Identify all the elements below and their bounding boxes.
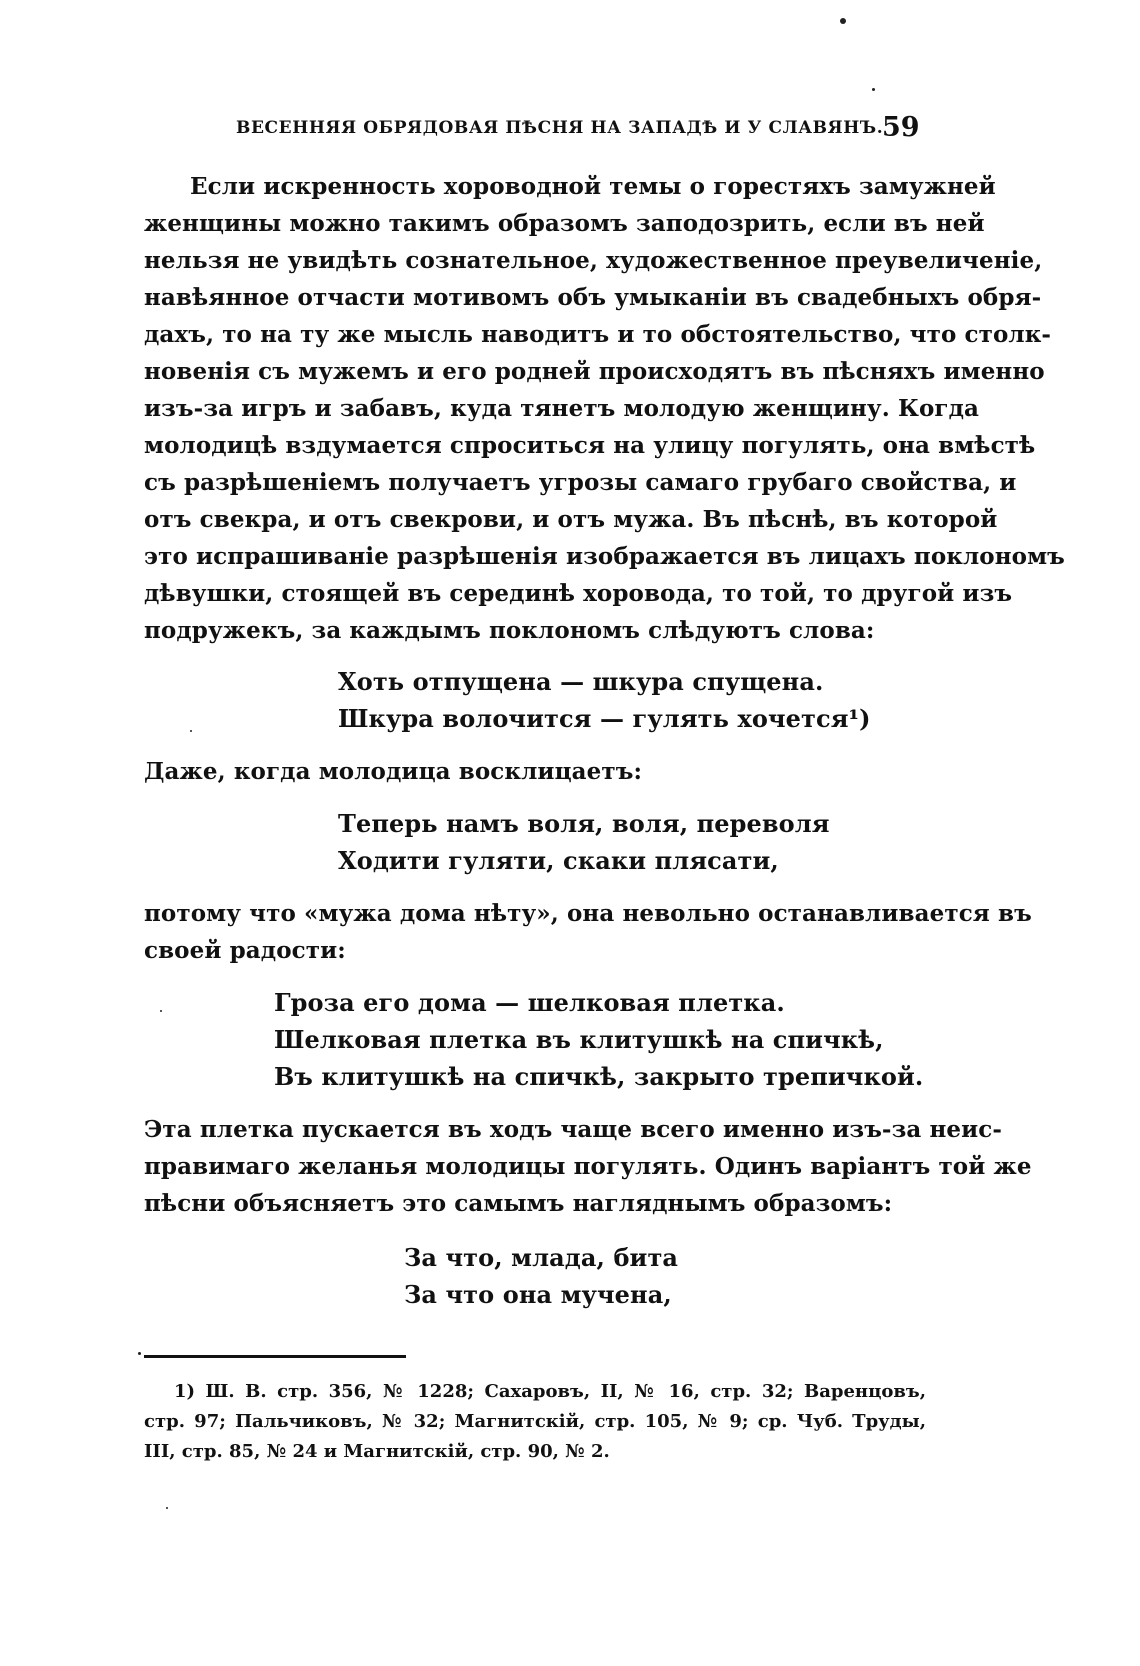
text-line: Эта плетка пускается въ ходъ чаще всего именно изъ-за неис- — [144, 1116, 1003, 1143]
scan-speck — [190, 730, 192, 732]
verse-line: Въ клитушкѣ на спичкѣ, закрыто трепичкой. — [274, 1062, 924, 1091]
text-line: потому что «мужа дома нѣту», она невольно останавливается въ — [144, 900, 1032, 927]
text-line: изъ-за игръ и забавъ, куда тянетъ молодую женщину. Когда — [144, 395, 980, 422]
text-line: это испрашиваніе разрѣшенія изображается въ лицахъ поклономъ — [144, 543, 1065, 570]
footnote-rule — [144, 1355, 406, 1358]
verse-line: Гроза его дома — шелковая плетка. — [274, 988, 785, 1017]
scan-speck — [138, 1352, 141, 1355]
text-line: пѣсни объясняетъ это самымъ нагляднымъ образомъ: — [144, 1190, 893, 1217]
text-line: молодицѣ вздумается спроситься на улицу погулять, она вмѣстѣ — [144, 432, 1036, 459]
text-line: навѣянное отчасти мотивомъ объ умыканіи въ свадебныхъ обря- — [144, 284, 1042, 311]
footnote-line: стр. 97; Пальчиковъ, № 32; Магнитскій, стр. 105, № 9; ср. Чуб. Труды, — [144, 1411, 926, 1432]
text-line: правимаго желанья молодицы погулять. Одинъ варіантъ той же — [144, 1153, 1032, 1180]
scan-speck — [872, 88, 875, 91]
verse-line: Ходити гуляти, скаки плясати, — [338, 846, 779, 875]
text-line: дахъ, то на ту же мысль наводитъ и то обстоятельство, что столк- — [144, 321, 1052, 348]
text-line: женщины можно такимъ образомъ заподозрить, если въ ней — [144, 210, 985, 237]
verse-line: Хоть отпущена — шкура спущена. — [338, 667, 824, 696]
verse-line: Шелковая плетка въ клитушкѣ на спичкѣ, — [274, 1025, 884, 1054]
text-line: отъ свекра, и отъ свекрови, и отъ мужа. Въ пѣснѣ, въ которой — [144, 506, 998, 533]
text-line: дѣвушки, стоящей въ серединѣ хоровода, то той, то другой изъ — [144, 580, 1013, 607]
text-line: своей радости: — [144, 937, 346, 964]
scan-speck — [166, 1507, 168, 1509]
text-line: нельзя не увидѣть сознательное, художественное преувеличеніе, — [144, 247, 1043, 274]
verse-line: Теперь намъ воля, воля, переволя — [338, 809, 830, 838]
footnote-line: III, стр. 85, № 24 и Магнитскій, стр. 90, № 2. — [144, 1441, 610, 1462]
verse-line: Шкура волочится — гулять хочется¹) — [338, 704, 871, 733]
text-line: подружекъ, за каждымъ поклономъ слѣдуютъ слова: — [144, 617, 875, 644]
text-line: Если искренность хороводной темы о горестяхъ замужней — [190, 173, 996, 200]
scan-speck — [160, 1010, 162, 1012]
text-line: новенія съ мужемъ и его родней происходятъ въ пѣсняхъ именно — [144, 358, 1045, 385]
verse-line: За что она мучена, — [404, 1280, 672, 1309]
running-title: ВЕСЕННЯЯ ОБРЯДОВАЯ ПѢСНЯ НА ЗАПАДѢ И У СЛАВЯНЪ. — [236, 118, 884, 138]
footnote-line: 1) Ш. В. стр. 356, № 1228; Сахаровъ, II, № 16, стр. 32; Варенцовъ, — [174, 1381, 926, 1402]
text-line: Даже, когда молодица восклицаетъ: — [144, 758, 643, 785]
verse-line: За что, млада, бита — [404, 1243, 679, 1272]
page-number: 59 — [882, 112, 920, 143]
scan-speck — [840, 18, 846, 24]
text-line: съ разрѣшеніемъ получаетъ угрозы самаго грубаго свойства, и — [144, 469, 1017, 496]
